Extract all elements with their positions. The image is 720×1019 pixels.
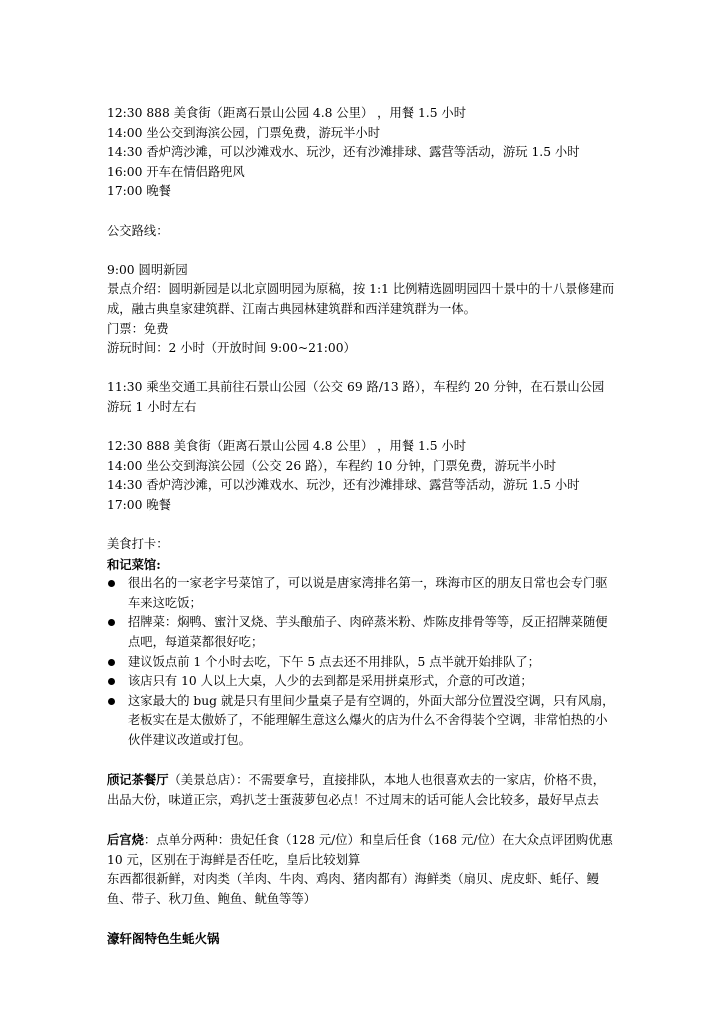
itinerary-line: 9:00 圆明新园 bbox=[107, 262, 188, 277]
restaurant-paragraph bbox=[107, 830, 616, 870]
list-item bbox=[107, 692, 616, 751]
itinerary-block-2 bbox=[107, 261, 616, 359]
list-item bbox=[107, 653, 616, 673]
list-item bbox=[107, 613, 616, 652]
food-heading: 美食打卡： bbox=[107, 537, 169, 552]
list-item-text: 招牌菜：焖鸭、蜜汁叉烧、芋头酿茄子、肉碎蒸米粉、炸陈皮排骨等等，反正招牌菜随便点吧，每道菜都很好吃； bbox=[128, 615, 608, 650]
itinerary-block-1 bbox=[107, 104, 616, 202]
list-item bbox=[107, 574, 616, 613]
itinerary-line: 14:00 坐公交到海滨公园，门票免费，游玩半小时 bbox=[107, 125, 380, 140]
itinerary-line: 16:00 开车在情侣路兜风 bbox=[107, 164, 245, 179]
itinerary-line: 14:30 香炉湾沙滩，可以沙滩戏水、玩沙，还有沙滩排球、露营等活动，游玩 1.5 小时 bbox=[107, 478, 580, 493]
restaurant-name: 濠轩阁特色生蚝火锅 bbox=[107, 930, 220, 946]
itinerary-line: 17:00 晚餐 bbox=[107, 497, 171, 512]
restaurant-description: 东西都很新鲜，对肉类（羊肉、牛肉、鸡肉、猪肉都有）海鲜类（扇贝、虎皮虾、蚝仔、鳗鱼、带子、秋刀鱼、鲍鱼、鱿鱼等等） bbox=[107, 872, 599, 906]
restaurant-notes-list bbox=[107, 574, 616, 750]
list-item-text: 该店只有 10 人以上大桌，人少的去到都是采用拼桌形式，介意的可改道； bbox=[128, 674, 533, 689]
attraction-intro: 景点介绍：圆明新园是以北京圆明园为原稿，按 1:1 比例精选圆明园四十景中的十八景修建而成，融古典皇家建筑群、江南古典园林建筑群和西洋建筑群为一体。 bbox=[107, 282, 615, 316]
bus-route-heading: 公交路线： bbox=[107, 223, 169, 238]
duration-info: 游玩时间：2 小时（开放时间 9:00~21:00） bbox=[107, 341, 356, 356]
restaurant-description: （美景总店）：不需要拿号，直接排队，本地人也很喜欢去的一家店，价格不贵，出品大份，味道正宗，鸡扒芝士蛋菠萝包必点！不过周末的话可能人会比较多，最好早点去 bbox=[107, 773, 606, 807]
ticket-info: 门票：免费 bbox=[107, 321, 169, 336]
bullet-icon bbox=[108, 678, 115, 685]
itinerary-line: 14:30 香炉湾沙滩，可以沙滩戏水、玩沙，还有沙滩排球、露营等活动，游玩 1.5 小时 bbox=[107, 145, 580, 160]
itinerary-line: 17:00 晚餐 bbox=[107, 184, 171, 199]
list-item-text: 很出名的一家老字号菜馆了，可以说是唐家湾排名第一，珠海市区的朋友日常也会专门驱车来这吃饭； bbox=[128, 576, 608, 610]
itinerary-line: 12:30 888 美食街（距离石景山公园 4.8 公里） ，用餐 1.5 小时 bbox=[107, 106, 467, 120]
restaurant-name: 和记菜馆: bbox=[107, 556, 161, 572]
itinerary-block-4 bbox=[107, 437, 616, 515]
restaurant-name: 颀记茶餐厅 bbox=[107, 772, 169, 788]
bullet-icon bbox=[108, 659, 115, 666]
list-item-text: 建议饭点前 1 个小时去吃，下午 5 点去还不用排队，5 点半就开始排队了； bbox=[128, 654, 540, 669]
bullet-icon bbox=[108, 698, 115, 705]
itinerary-line: 14:00 坐公交到海滨公园（公交 26 路），车程约 10 分钟，门票免费，游玩半小时 bbox=[107, 458, 557, 473]
bullet-icon bbox=[108, 619, 115, 626]
bullet-icon bbox=[108, 580, 115, 587]
restaurant-name: 后宫烧 bbox=[107, 831, 144, 847]
itinerary-line: 12:30 888 美食街（距离石景山公园 4.8 公里） ，用餐 1.5 小时 bbox=[107, 439, 467, 454]
restaurant-paragraph bbox=[107, 770, 616, 810]
restaurant-description: ：点单分两种：贵妃任食（128 元/位）和皇后任食（168 元/位）在大众点评团购优惠 10 元，区别在于海鲜是否任吃，皇后比较划算 bbox=[107, 832, 613, 867]
itinerary-transfer: 11:30 乘坐交通工具前往石景山公园（公交 69 路/13 路），车程约 20 分钟，在石景山公园游玩 1 小时左右 bbox=[107, 380, 605, 414]
list-item-text: 这家最大的 bug 就是只有里间少量桌子是有空调的，外面大部分位置没空调，只有风扇，老板实在是太傲娇了，不能理解生意这么爆火的店为什么不舍得装个空调，非常怕热的小伙伴建议改道或打包。 bbox=[128, 693, 615, 747]
list-item bbox=[107, 672, 616, 692]
